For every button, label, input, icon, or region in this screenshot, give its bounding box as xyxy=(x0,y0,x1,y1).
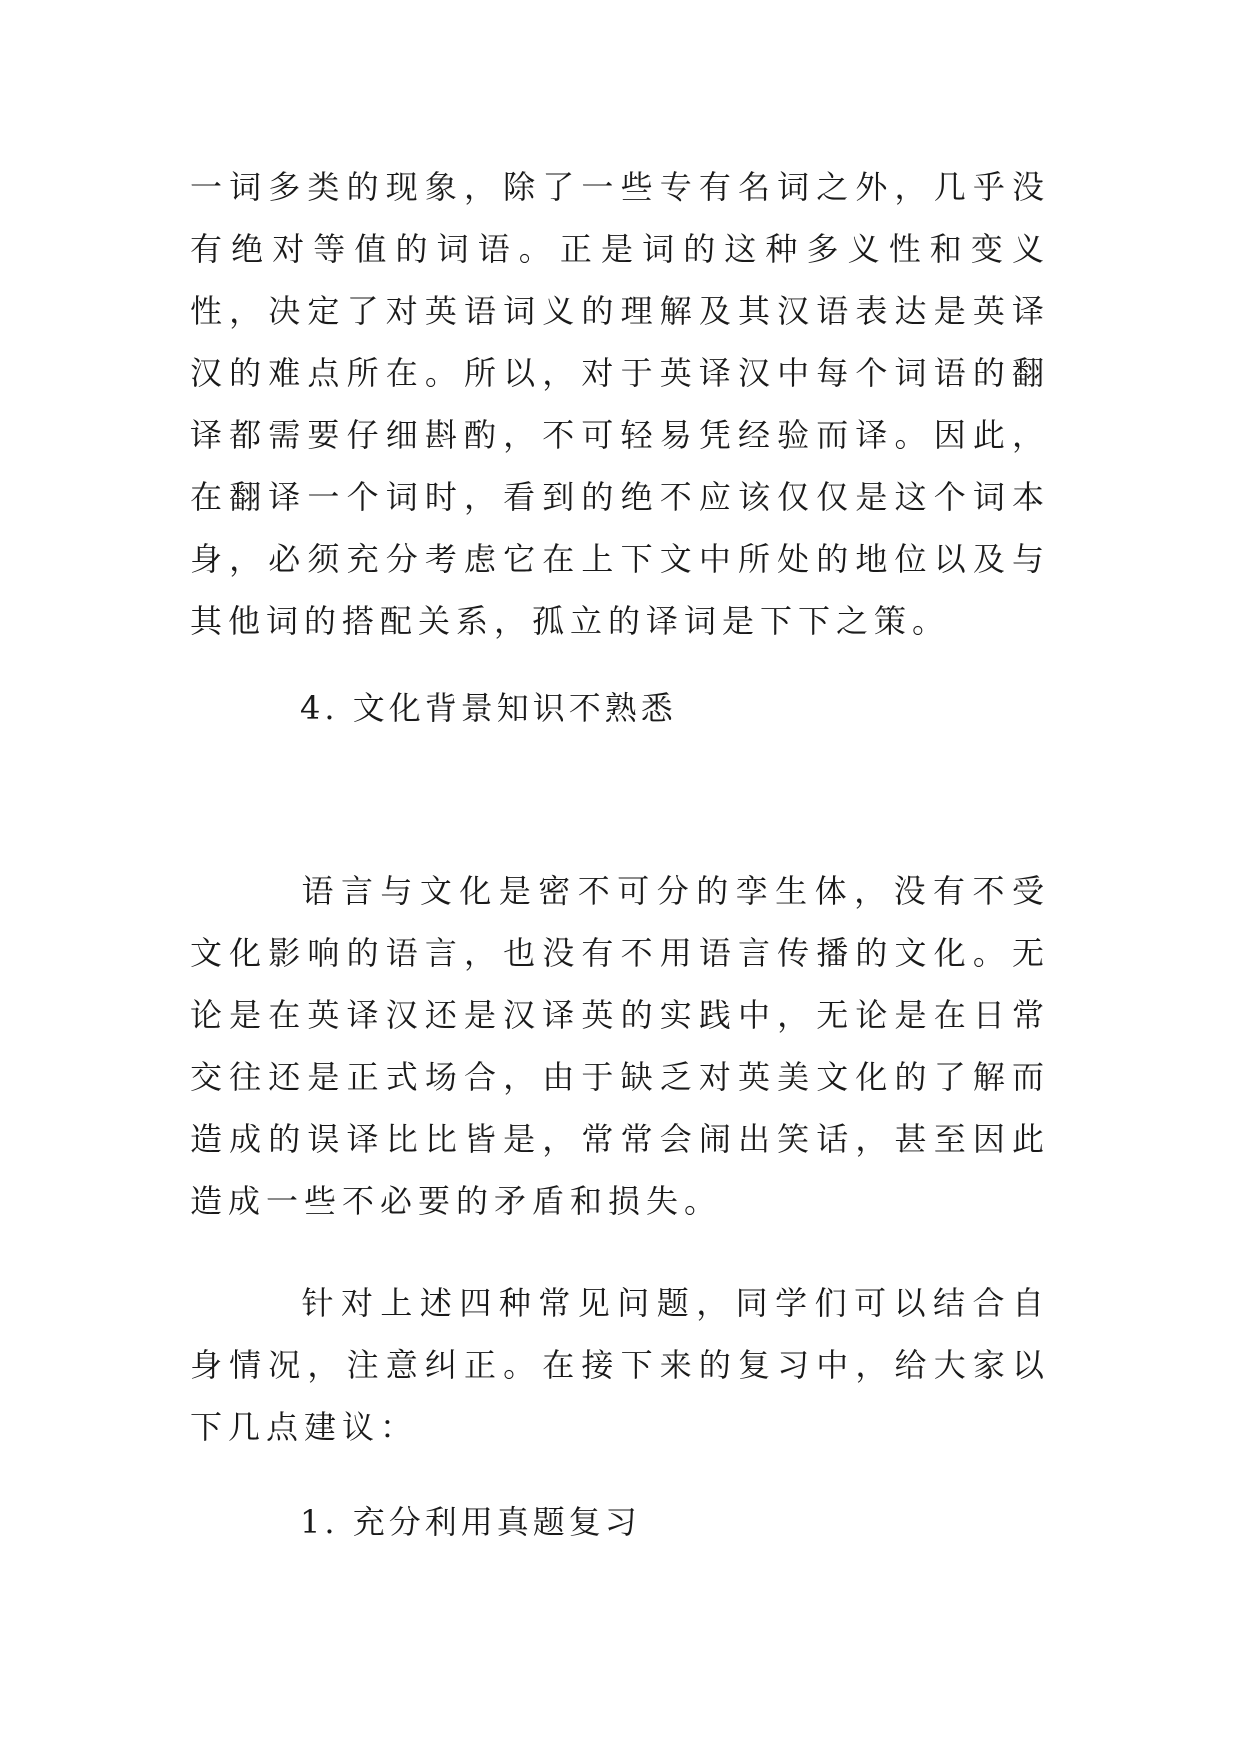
paragraph-word-meaning xyxy=(190,156,1050,652)
section-heading-cultural-background: 4. 文化背景知识不熟悉 xyxy=(300,689,677,727)
paragraph-suggestions-intro xyxy=(190,1272,1050,1458)
paragraph-language-culture xyxy=(190,860,1050,1232)
paragraph-text: 语言与文化是密不可分的孪生体，没有不受文化影响的语言，也没有不用语言传播的文化。无论是在英译汉还是汉译英的实践中，无论是在日常交往还是正式场合，由于缺乏对英美文化的了解而造成的误译比比皆是，常常会闹出笑话，甚至因此造成一些不必要的矛盾和损失。 xyxy=(190,872,1050,1220)
paragraph-text: 一词多类的现象，除了一些专有名词之外，几乎没有绝对等值的词语。正是词的这种多义性和变义性，决定了对英语词义的理解及其汉语表达是英译汉的难点所在。所以，对于英译汉中每个词语的翻译都需要仔细斟酌，不可轻易凭经验而译。因此，在翻译一个词时，看到的绝不应该仅仅是这个词本身，必须充分考虑它在上下文中所处的地位以及与其他词的搭配关系，孤立的译词是下下之策。 xyxy=(190,168,1050,640)
paragraph-text: 针对上述四种常见问题，同学们可以结合自身情况，注意纠正。在接下来的复习中，给大家以下几点建议： xyxy=(190,1284,1050,1446)
section-heading-use-past-exams: 1. 充分利用真题复习 xyxy=(300,1503,641,1541)
